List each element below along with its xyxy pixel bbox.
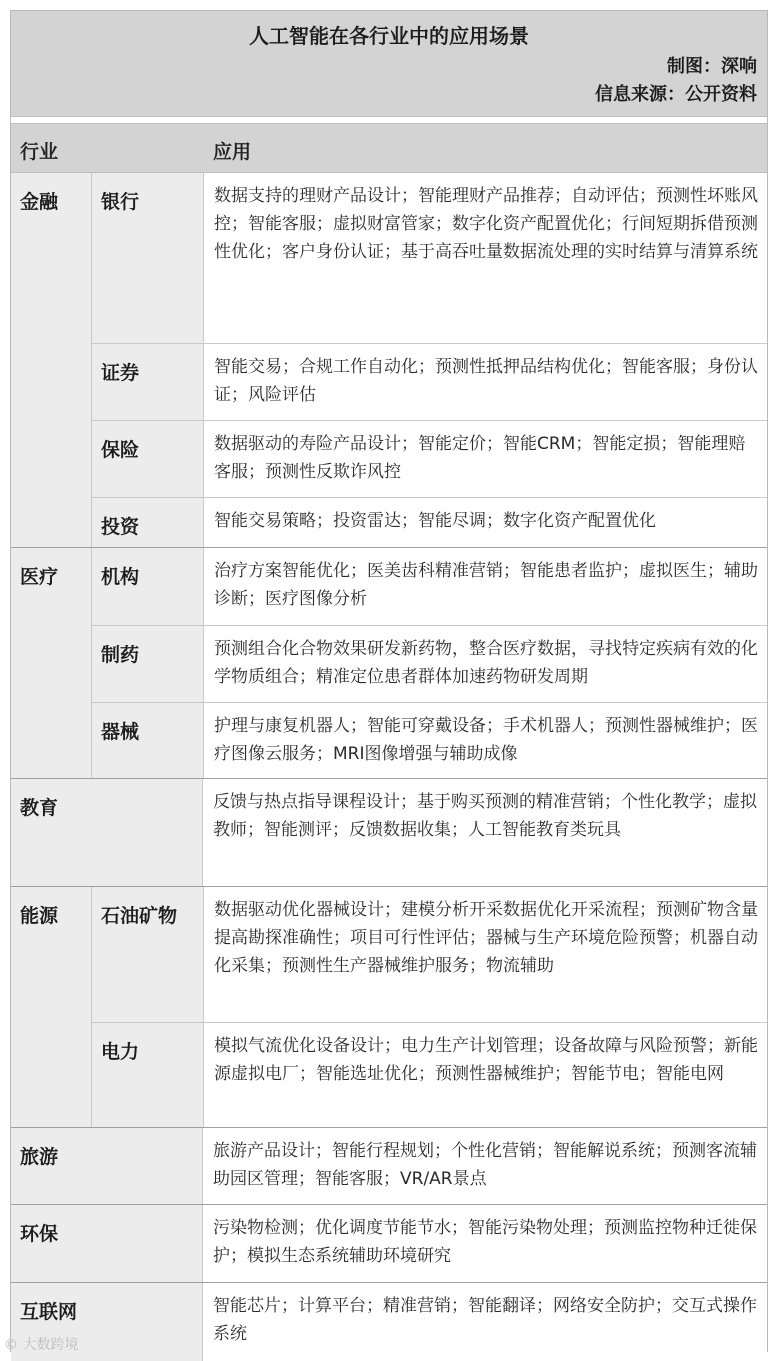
application-cell: 模拟气流优化设备设计；电力生产计划管理；设备故障与风险预警；新能源虚拟电厂；智能选址优化；预测性器械维护；智能节电；智能电网	[203, 1023, 767, 1127]
sub-industry-label: 器械	[101, 721, 140, 743]
table-row	[11, 1283, 767, 1361]
table-row	[91, 702, 767, 778]
table-row	[91, 420, 767, 497]
sub-industry-label: 银行	[101, 191, 140, 213]
application-cell: 反馈与热点指导课程设计；基于购买预测的精准营销；个性化教学；虚拟教师；智能测评；反馈数据收集；人工智能教育类玩具	[202, 779, 767, 886]
application-cell: 旅游产品设计；智能行程规划；个性化营销；智能解说系统；预测客流辅助园区管理；智能客服；VR/AR景点	[202, 1128, 767, 1204]
application-cell: 污染物检测；优化调度节能节水；智能污染物处理；预测监控物种迁徙保护；模拟生态系统辅助环境研究	[202, 1205, 767, 1282]
application-cell: 预测组合化合物效果研发新药物，整合医疗数据，寻找特定疾病有效的化学物质组合；精准定位患者群体加速药物研发周期	[203, 626, 767, 702]
application-cell: 数据驱动优化器械设计；建模分析开采数据优化开采流程；预测矿物含量提高勘探准确性；项目可行性评估；器械与生产环境危险预警；机器自动化采集；预测性生产器械维护服务；物流辅助	[203, 887, 767, 1022]
table-row	[91, 548, 767, 625]
table-row	[11, 779, 767, 886]
group-energy	[11, 887, 767, 1128]
application-cell: 智能交易策略；投资雷达；智能尽调；数字化资产配置优化	[203, 498, 767, 547]
sub-industry-label: 证券	[101, 362, 140, 384]
application-cell: 智能芯片；计算平台；精准营销；智能翻译；网络安全防护；交互式操作系统	[202, 1283, 767, 1361]
industry-label: 金融	[20, 191, 59, 213]
table-row	[91, 625, 767, 702]
header-row	[11, 123, 767, 173]
title-block	[11, 11, 767, 117]
industry-label: 教育	[20, 797, 59, 819]
group-education	[11, 779, 767, 887]
table-row	[11, 1205, 767, 1282]
sub-industry-label: 机构	[101, 566, 140, 588]
group-internet	[11, 1283, 767, 1361]
sub-industry-label: 投资	[101, 516, 140, 538]
table-row	[91, 887, 767, 1022]
table-row	[91, 343, 767, 420]
sub-industry-label: 保险	[101, 439, 140, 461]
application-cell: 数据驱动的寿险产品设计；智能定价；智能CRM；智能定损；智能理赔客服；预测性反欺诈风控	[203, 421, 767, 497]
sub-industry-label: 电力	[101, 1041, 140, 1063]
sub-industry-label: 石油矿物	[101, 905, 178, 927]
group-tourism	[11, 1128, 767, 1205]
application-cell: 智能交易；合规工作自动化；预测性抵押品结构优化；智能客服；身份认证；风险评估	[203, 344, 767, 420]
application-cell: 治疗方案智能优化；医美齿科精准营销；智能患者监护；虚拟医生；辅助诊断；医疗图像分析	[203, 548, 767, 625]
application-table	[10, 10, 768, 1352]
group-environment	[11, 1205, 767, 1283]
header-industry: 行业	[20, 141, 59, 163]
watermark: © 大数跨境	[4, 1337, 79, 1353]
application-cell: 数据支持的理财产品设计；智能理财产品推荐；自动评估；预测性坏账风控；智能客服；虚拟财富管家；数字化资产配置优化；行间短期拆借预测性优化；客户身份认证；基于高吞吐量数据流处理的实时结算与清算系统	[203, 173, 767, 343]
header-application: 应用	[213, 141, 252, 163]
table-row	[91, 173, 767, 343]
industry-label: 环保	[20, 1223, 59, 1245]
table-row	[91, 497, 767, 547]
industry-label: 互联网	[20, 1301, 78, 1323]
author-credit: 制图：深响	[667, 56, 757, 77]
industry-label: 医疗	[20, 566, 59, 588]
table-row	[91, 1022, 767, 1127]
sub-industry-label: 制药	[101, 644, 140, 666]
source-credit: 信息来源：公开资料	[595, 84, 757, 105]
group-healthcare	[11, 548, 767, 779]
table-title: 人工智能在各行业中的应用场景	[249, 24, 529, 48]
application-cell: 护理与康复机器人；智能可穿戴设备；手术机器人；预测性器械维护；医疗图像云服务；MRI图像增强与辅助成像	[203, 703, 767, 778]
industry-label: 旅游	[20, 1146, 59, 1168]
industry-label: 能源	[20, 905, 59, 927]
table-row	[11, 1128, 767, 1204]
group-finance	[11, 173, 767, 548]
